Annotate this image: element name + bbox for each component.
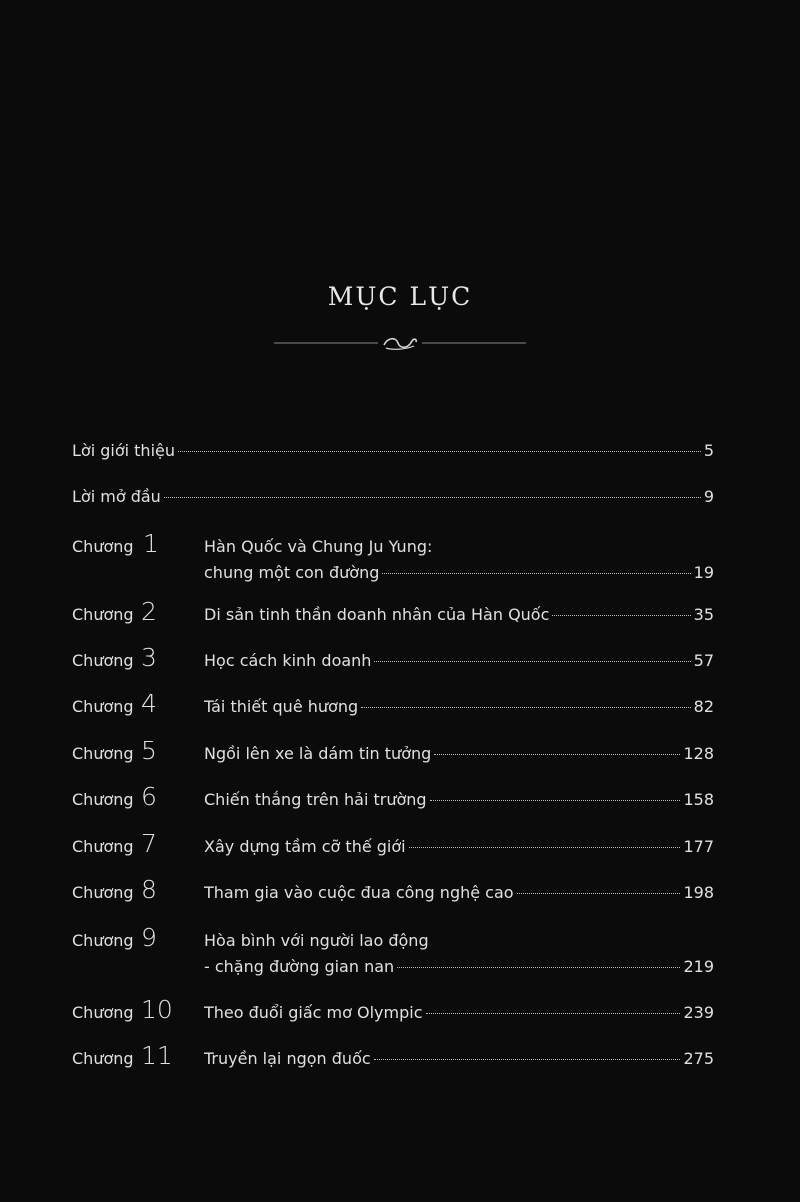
- chapter-number: 5: [141, 736, 157, 765]
- entry-title: Theo đuổi giấc mơ Olympic: [204, 1003, 423, 1022]
- entry-title: Di sản tinh thần doanh nhân của Hàn Quốc: [204, 605, 550, 624]
- toc-line[interactable]: [204, 1002, 714, 1024]
- dot-leader: [361, 707, 691, 708]
- entry-title: Chiến thắng trên hải trường: [204, 790, 427, 809]
- chapter-label: Chương: [72, 697, 134, 716]
- page-number: 9: [703, 487, 714, 506]
- entry-title: Xây dựng tầm cỡ thế giới: [204, 837, 406, 856]
- chapter-label: Chương: [72, 931, 134, 950]
- toc-line[interactable]: [204, 882, 714, 904]
- chapter-number: 1: [143, 529, 159, 558]
- dot-leader: [430, 800, 681, 801]
- chapter-number: 10: [141, 995, 173, 1024]
- dot-leader: [426, 1013, 681, 1014]
- chapter-number: 11: [141, 1041, 173, 1070]
- chapter-title-line: Hòa bình với người lao động: [204, 931, 429, 950]
- dot-leader: [374, 1059, 681, 1060]
- dot-leader: [164, 497, 701, 498]
- toc-line[interactable]: [204, 696, 714, 718]
- page-number: 5: [703, 441, 714, 460]
- toc-line[interactable]: [204, 650, 714, 672]
- entry-title: Tham gia vào cuộc đua công nghệ cao: [204, 883, 514, 902]
- chapter-label: Chương: [72, 537, 134, 556]
- chapter-number: 6: [141, 782, 157, 811]
- dot-leader: [397, 967, 680, 968]
- entry-title: Lời giới thiệu: [72, 441, 175, 460]
- page-title: MỤC LỤC: [327, 282, 473, 311]
- dot-leader: [552, 615, 690, 616]
- dot-leader: [382, 573, 690, 574]
- chapter-label: Chương: [72, 1049, 134, 1068]
- entry-title: Truyền lại ngọn đuốc: [204, 1049, 371, 1068]
- toc-line[interactable]: [204, 789, 714, 811]
- toc-line[interactable]: [204, 836, 714, 858]
- toc-line[interactable]: [204, 956, 714, 978]
- page-number: 35: [693, 605, 714, 624]
- toc-line[interactable]: [72, 486, 714, 508]
- chapter-number: 9: [141, 923, 157, 952]
- chapter-label: Chương: [72, 790, 134, 809]
- toc-line[interactable]: [204, 1048, 714, 1070]
- chapter-number: 4: [141, 689, 157, 718]
- chapter-number: 7: [141, 829, 157, 858]
- ornament-divider: [274, 333, 526, 353]
- toc-line[interactable]: [204, 562, 714, 584]
- page-number: 82: [693, 697, 714, 716]
- dot-leader: [517, 893, 681, 894]
- chapter-label: Chương: [72, 1003, 134, 1022]
- dot-leader: [374, 661, 690, 662]
- entry-title: Tái thiết quê hương: [204, 697, 359, 716]
- toc-line[interactable]: [204, 743, 714, 765]
- chapter-title-line: Hàn Quốc và Chung Ju Yung:: [204, 537, 433, 556]
- chapter-number: 2: [141, 597, 157, 626]
- entry-title: chung một con đường: [204, 563, 380, 582]
- page-number: 239: [683, 1003, 714, 1022]
- entry-title: Ngồi lên xe là dám tin tưởng: [204, 744, 432, 763]
- page-number: 219: [683, 957, 714, 976]
- chapter-label: Chương: [72, 837, 134, 856]
- toc-line[interactable]: [204, 604, 714, 626]
- dot-leader: [178, 451, 701, 452]
- toc-line[interactable]: [72, 440, 714, 462]
- chapter-label: Chương: [72, 605, 134, 624]
- chapter-label: Chương: [72, 744, 134, 763]
- page-number: 275: [683, 1049, 714, 1068]
- entry-title: - chặng đường gian nan: [204, 957, 395, 976]
- dot-leader: [409, 847, 681, 848]
- entry-title: Học cách kinh doanh: [204, 651, 372, 670]
- entry-title: Lời mở đầu: [72, 487, 161, 506]
- page-number: 177: [683, 837, 714, 856]
- page-number: 198: [683, 883, 714, 902]
- chapter-label: Chương: [72, 651, 134, 670]
- chapter-number: 3: [141, 643, 157, 672]
- page-number: 158: [683, 790, 714, 809]
- page-number: 128: [683, 744, 714, 763]
- page-number: 57: [693, 651, 714, 670]
- chapter-number: 8: [141, 875, 157, 904]
- dot-leader: [434, 754, 680, 755]
- chapter-label: Chương: [72, 883, 134, 902]
- page-number: 19: [693, 563, 714, 582]
